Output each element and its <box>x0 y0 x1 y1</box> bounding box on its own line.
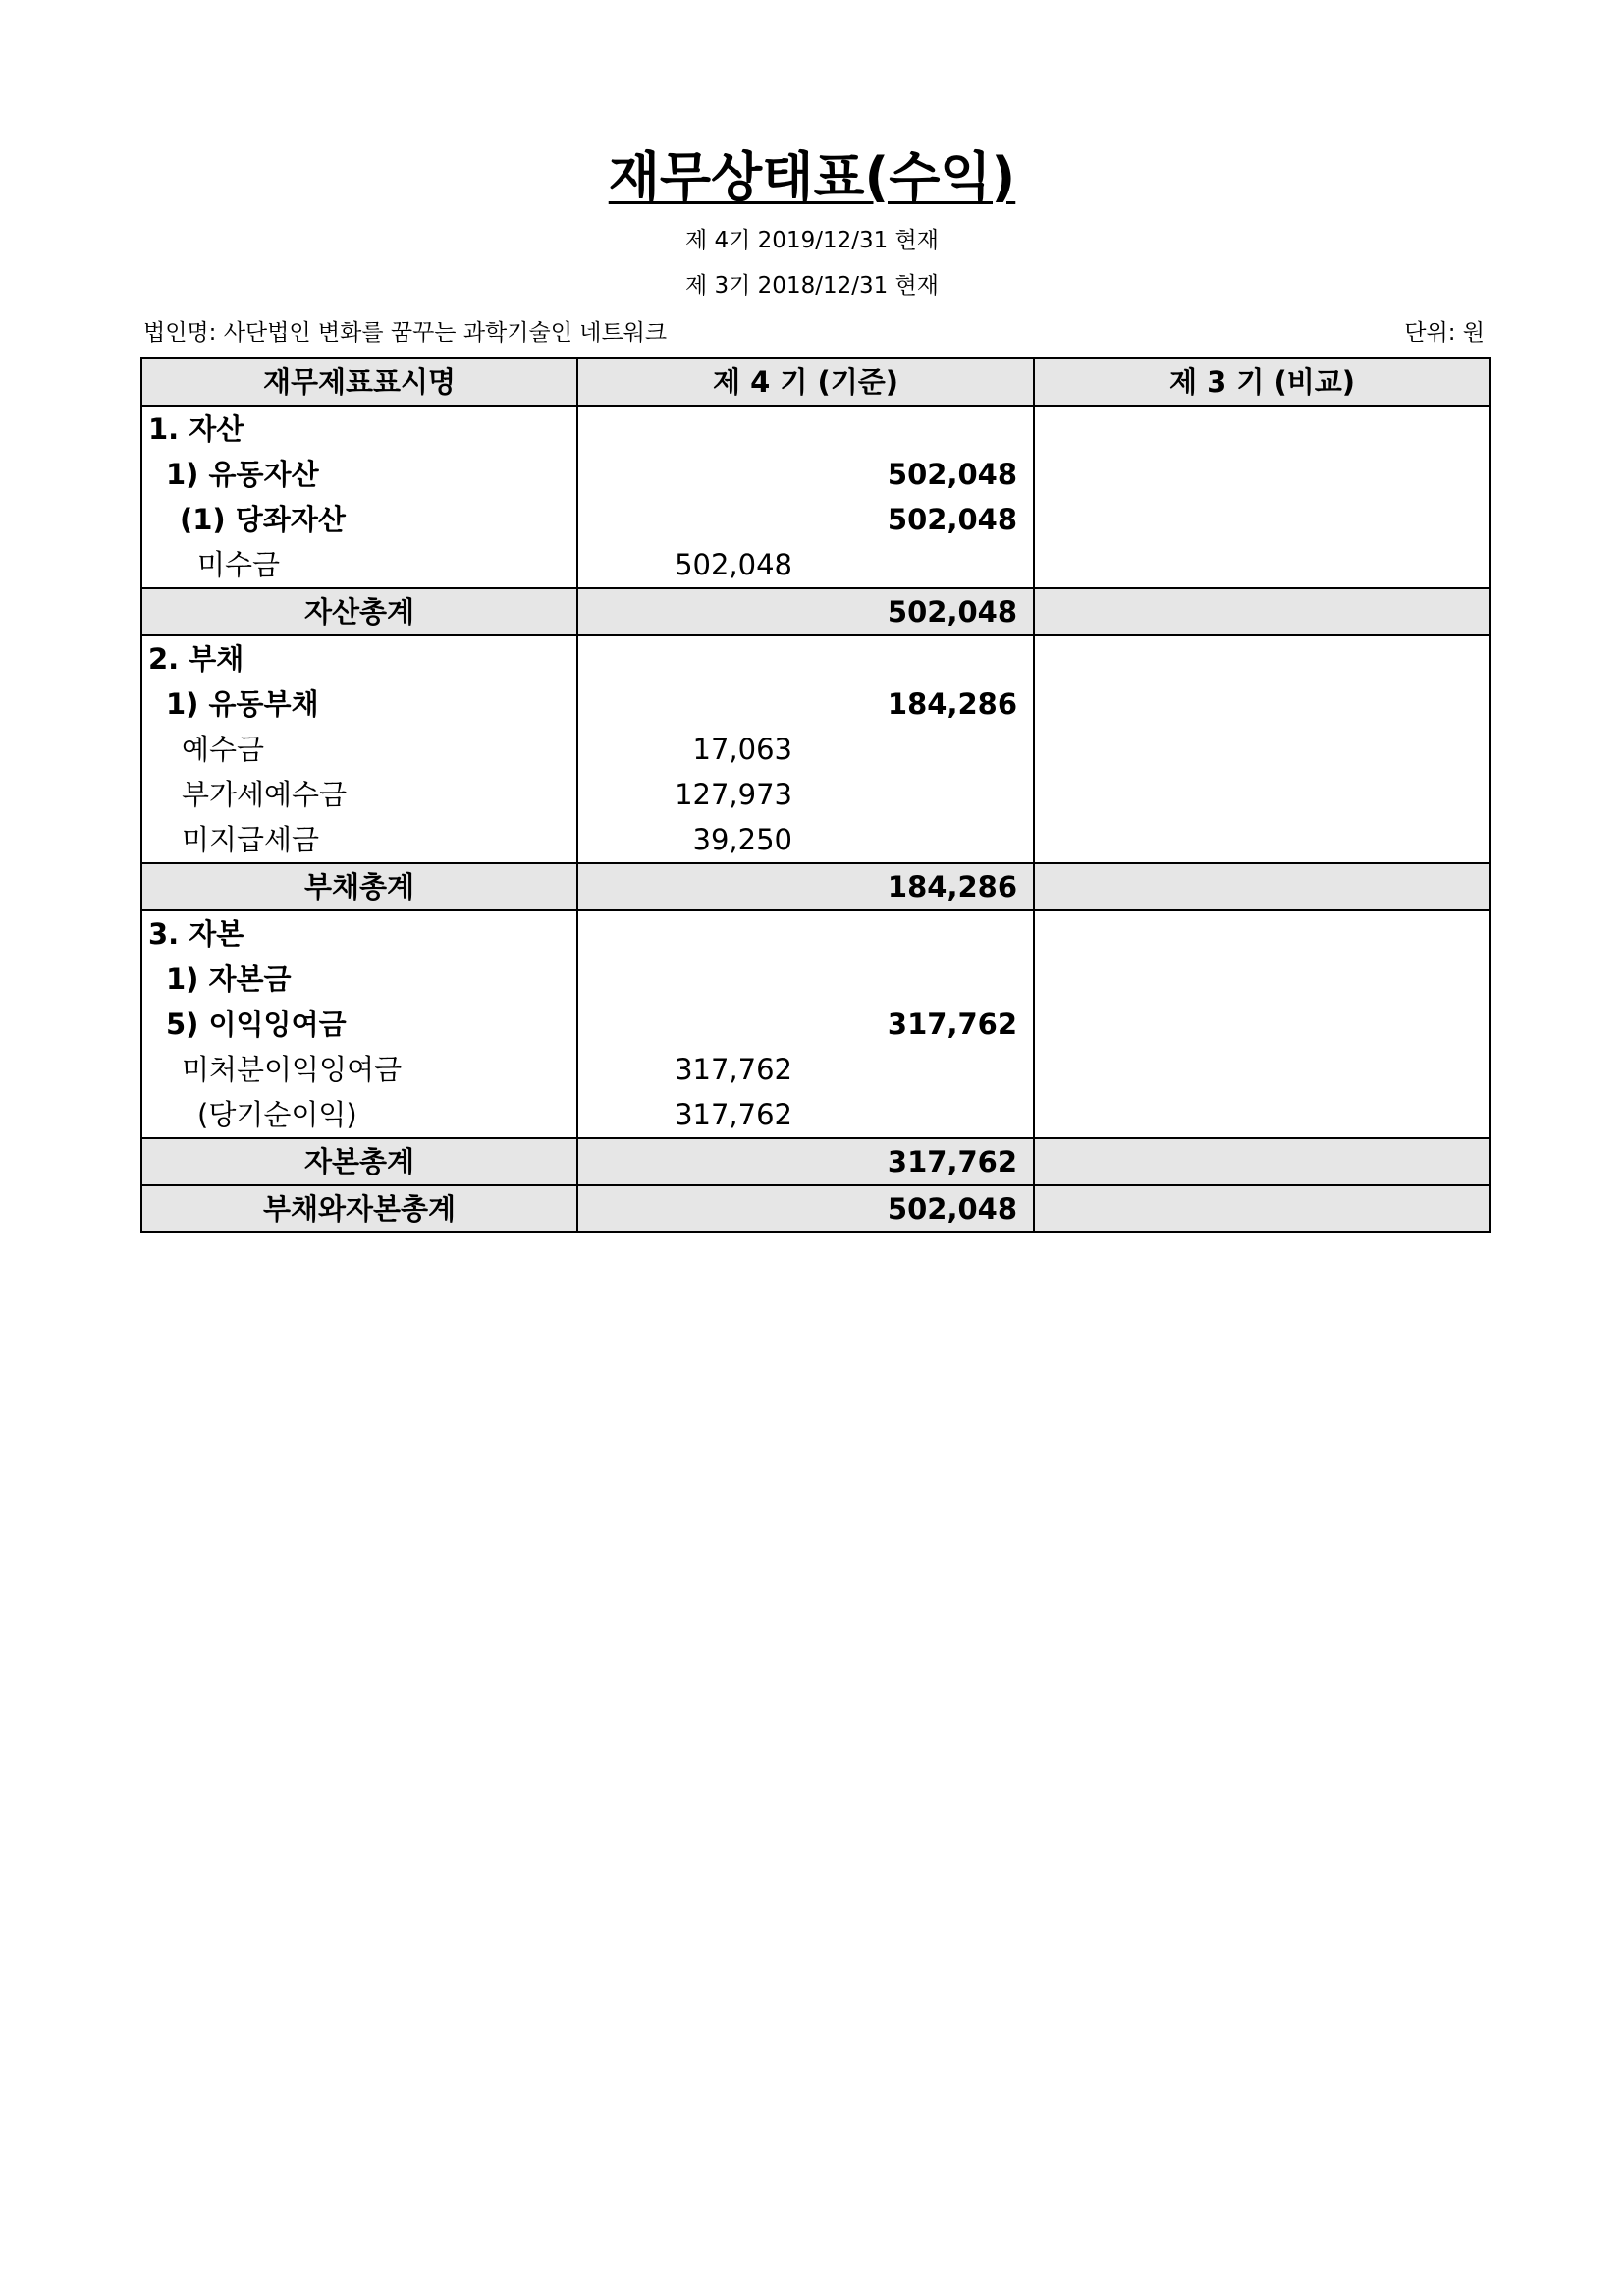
header-current-period: 제 4 기 (기준) <box>577 358 1034 406</box>
previous-amount <box>1034 542 1490 588</box>
current-amount: 317,762 <box>577 1092 1034 1138</box>
current-amount: 502,048 <box>577 497 1034 542</box>
row-label: 부가세예수금 <box>141 772 577 817</box>
previous-amount <box>1034 863 1490 910</box>
table-row <box>141 957 1490 1002</box>
previous-amount <box>1034 1185 1490 1232</box>
total-row-assets <box>141 588 1490 635</box>
corporation-name: 법인명: 사단법인 변화를 꿈꾸는 과학기술인 네트워크 <box>143 320 668 346</box>
header-previous-period: 제 3 기 (비교) <box>1034 358 1490 406</box>
current-amount: 317,762 <box>577 1002 1034 1047</box>
row-label: 5) 이익잉여금 <box>141 1002 577 1047</box>
period-previous: 제 3기 2018/12/31 현재 <box>684 273 939 299</box>
row-label: 미지급세금 <box>141 817 577 863</box>
previous-amount <box>1034 1138 1490 1185</box>
previous-amount <box>1034 727 1490 772</box>
row-label: 미처분이익잉여금 <box>141 1047 577 1092</box>
table-row <box>141 497 1490 542</box>
previous-amount <box>1034 406 1490 452</box>
previous-amount <box>1034 452 1490 497</box>
row-label: (당기순이익) <box>141 1092 577 1138</box>
table-row <box>141 1047 1490 1092</box>
total-row-liabilities <box>141 863 1490 910</box>
row-label: 1) 유동부채 <box>141 682 577 727</box>
row-label: (1) 당좌자산 <box>141 497 577 542</box>
current-amount: 502,048 <box>577 452 1034 497</box>
previous-amount <box>1034 1047 1490 1092</box>
row-label: 부채총계 <box>141 863 577 910</box>
current-amount <box>577 635 1034 682</box>
document-title: 재무상태표(수익) <box>608 146 1016 208</box>
table-row <box>141 406 1490 452</box>
currency-unit: 단위: 원 <box>1404 320 1485 346</box>
current-amount: 317,762 <box>577 1047 1034 1092</box>
total-row-equity <box>141 1138 1490 1185</box>
current-amount: 502,048 <box>577 542 1034 588</box>
period-current: 제 4기 2019/12/31 현재 <box>684 228 939 253</box>
row-label: 1. 자산 <box>141 406 577 452</box>
row-label: 3. 자본 <box>141 910 577 957</box>
row-label: 2. 부채 <box>141 635 577 682</box>
table-row <box>141 452 1490 497</box>
table-row <box>141 542 1490 588</box>
total-row-liabilities-and-equity <box>141 1185 1490 1232</box>
table-row <box>141 727 1490 772</box>
previous-amount <box>1034 772 1490 817</box>
current-amount <box>577 406 1034 452</box>
previous-amount <box>1034 635 1490 682</box>
previous-amount <box>1034 1092 1490 1138</box>
current-amount: 127,973 <box>577 772 1034 817</box>
row-label: 예수금 <box>141 727 577 772</box>
table-row <box>141 772 1490 817</box>
table-row <box>141 1002 1490 1047</box>
previous-amount <box>1034 957 1490 1002</box>
current-amount: 17,063 <box>577 727 1034 772</box>
previous-amount <box>1034 682 1490 727</box>
row-label: 자본총계 <box>141 1138 577 1185</box>
current-amount: 184,286 <box>577 682 1034 727</box>
table-row <box>141 1092 1490 1138</box>
row-label: 부채와자본총계 <box>141 1185 577 1232</box>
table-header-row <box>141 358 1490 406</box>
header-account-name: 재무제표표시명 <box>141 358 577 406</box>
table-row <box>141 910 1490 957</box>
previous-amount <box>1034 588 1490 635</box>
current-amount <box>577 957 1034 1002</box>
row-label: 1) 자본금 <box>141 957 577 1002</box>
row-label: 1) 유동자산 <box>141 452 577 497</box>
current-amount: 184,286 <box>577 863 1034 910</box>
current-amount: 502,048 <box>577 1185 1034 1232</box>
previous-amount <box>1034 497 1490 542</box>
table-row <box>141 635 1490 682</box>
current-amount <box>577 910 1034 957</box>
table-row <box>141 817 1490 863</box>
current-amount: 39,250 <box>577 817 1034 863</box>
table-row <box>141 682 1490 727</box>
previous-amount <box>1034 910 1490 957</box>
row-label: 미수금 <box>141 542 577 588</box>
balance-sheet-table <box>140 357 1491 1233</box>
row-label: 자산총계 <box>141 588 577 635</box>
previous-amount <box>1034 817 1490 863</box>
previous-amount <box>1034 1002 1490 1047</box>
current-amount: 502,048 <box>577 588 1034 635</box>
current-amount: 317,762 <box>577 1138 1034 1185</box>
